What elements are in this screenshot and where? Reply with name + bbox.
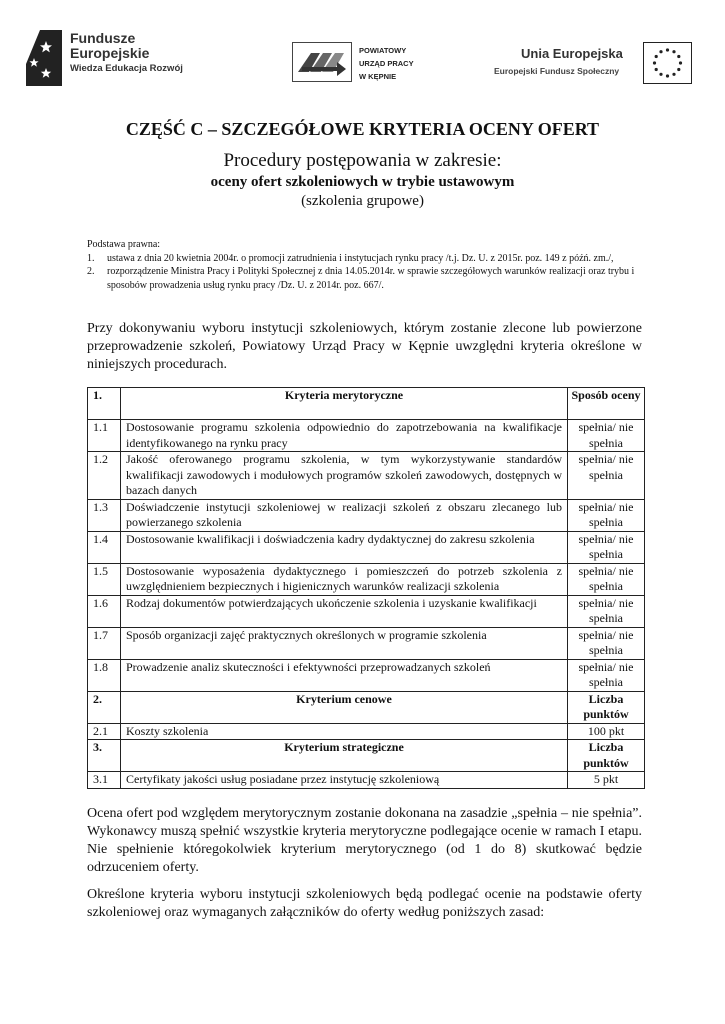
cell-method: 5 pkt <box>568 772 645 789</box>
legal-basis-label: Podstawa prawna: <box>87 239 161 250</box>
table-row <box>88 740 645 772</box>
cell-method: spełnia/ nie spełnia <box>568 563 645 595</box>
table-row <box>88 627 645 659</box>
pup-line2: URZĄD PRACY <box>359 59 414 68</box>
cell-num: 1.1 <box>88 420 121 452</box>
cell-criterion: Dostosowanie programu szkolenia odpowiednio do zapotrzebowania na kwalifikacje identyfikowanego na rynku pracy <box>121 420 568 452</box>
cell-method: spełnia/ nie spełnia <box>568 627 645 659</box>
legal-basis <box>87 238 642 292</box>
cell-method: spełnia/ nie spełnia <box>568 659 645 691</box>
cell-num: 2. <box>88 691 121 723</box>
cell-num: 1.3 <box>88 499 121 531</box>
unia-europejska-logo <box>491 42 691 88</box>
pup-logo <box>292 42 432 84</box>
cell-num: 3.1 <box>88 772 121 789</box>
pup-arrows-icon <box>292 42 352 82</box>
legal-basis-text: ustawa z dnia 20 kwietnia 2004r. o promocji zatrudnienia i instytucjach rynku pracy /t.j. Dz. U. z 2015r. poz. 149 z późń. zm./, <box>107 252 614 264</box>
table-row <box>88 420 645 452</box>
fundusze-text <box>70 31 183 75</box>
legal-basis-text: rozporządzenie Ministra Pracy i Polityki Społecznej z dnia 14.05.2014r. w sprawie szczegółowych warunków realizacji oraz trybu i sposobów prowadzenia usług rynku pracy /Dz. U. z 2014r. poz. 667/. <box>107 266 635 291</box>
criteria-rules-paragraph: Określone kryteria wyboru instytucji szkoleniowych będą podlegać ocenie na podstawie oferty szkoleniowej oraz wymaganych załączników do oferty według poniższych zasad: <box>87 887 642 920</box>
cell-num: 1.4 <box>88 531 121 563</box>
cell-method: Liczba punktów <box>568 740 645 772</box>
cell-method: 100 pkt <box>568 723 645 740</box>
legal-basis-item <box>87 252 642 266</box>
cell-num: 1.5 <box>88 563 121 595</box>
cell-num: 2.1 <box>88 723 121 740</box>
legal-basis-num: 2. <box>87 266 95 277</box>
cell-num: 1.2 <box>88 452 121 500</box>
cell-criterion: Kryterium cenowe <box>121 691 568 723</box>
page-title: CZĘŚĆ C – SZCZEGÓŁOWE KRYTERIA OCENY OFERT <box>125 119 600 139</box>
subtitle-offers: oceny ofert szkoleniowych w trybie ustawowym <box>210 174 515 190</box>
legal-basis-item <box>87 265 642 292</box>
pup-line3: W KĘPNIE <box>359 72 397 81</box>
table-row <box>88 452 645 500</box>
ue-line1: Unia Europejska <box>521 46 623 61</box>
cell-method: spełnia/ nie spełnia <box>568 452 645 500</box>
pup-text <box>359 44 414 83</box>
cell-criterion: Kryterium strategiczne <box>121 740 568 772</box>
table-row <box>88 563 645 595</box>
table-row <box>88 531 645 563</box>
cell-method: spełnia/ nie spełnia <box>568 420 645 452</box>
eu-flag-icon <box>643 42 692 84</box>
cell-num: 1.7 <box>88 627 121 659</box>
subtitle-procedures: Procedury postępowania w zakresie: <box>223 150 502 171</box>
cell-criterion: Rodzaj dokumentów potwierdzających ukończenie szkolenia i uzyskanie kwalifikacji <box>121 595 568 627</box>
table-row <box>88 388 645 420</box>
criteria-table <box>87 387 645 789</box>
fundusze-star-icon <box>26 30 62 86</box>
fe-line1: Fundusze <box>70 30 136 46</box>
cell-criterion: Dostosowanie wyposażenia dydaktycznego i pomieszczeń do potrzeb szkolenia z uwzględnieniem bezpiecznych i higienicznych warunków realizacji szkolenia <box>121 563 568 595</box>
legal-basis-num: 1. <box>87 252 95 264</box>
cell-method: spełnia/ nie spełnia <box>568 499 645 531</box>
intro-paragraph: Przy dokonywaniu wyboru instytucji szkoleniowych, którym zostanie zlecone lub powierzone przeprowadzenie szkoleń, Powiatowy Urząd Pracy w Kępnie uwzględni kryteria określone w niniejszych procedurach. <box>87 321 642 372</box>
cell-criterion: Kryteria merytoryczne <box>121 388 568 420</box>
table-row <box>88 691 645 723</box>
cell-num: 3. <box>88 740 121 772</box>
cell-criterion: Koszty szkolenia <box>121 723 568 740</box>
cell-criterion: Dostosowanie kwalifikacji i doświadczenia kadry dydaktycznej do zakresu szkolenia <box>121 531 568 563</box>
fundusze-europejskie-logo <box>26 30 226 86</box>
table-row <box>88 723 645 740</box>
fe-line2: Europejskie <box>70 45 150 61</box>
cell-method: spełnia/ nie spełnia <box>568 531 645 563</box>
cell-method: Liczba punktów <box>568 691 645 723</box>
evaluation-paragraph: Ocena ofert pod względem merytorycznym zostanie dokonana na zasadzie „spełnia – nie spełnia”. Wykonawcy muszą spełnić wszystkie kryteria merytoryczne podlegające ocenie w ramach I etapu. Nie spełnienie któregokolwiek kryterium merytorycznego (od 1 do 8) skutkować będzie odrzuceniem oferty. <box>87 806 642 875</box>
page-header <box>0 28 725 88</box>
cell-criterion: Jakość oferowanego programu szkolenia, w tym wykorzystywanie standardów kwalifikacji zawodowych i modułowych programów szkoleń zawodowych, dostępnych w bazach danych <box>121 452 568 500</box>
cell-method: Sposób oceny <box>568 388 645 420</box>
fe-line3: Wiedza Edukacja Rozwój <box>70 63 183 74</box>
cell-method: spełnia/ nie spełnia <box>568 595 645 627</box>
table-row <box>88 499 645 531</box>
cell-criterion: Doświadczenie instytucji szkoleniowej w realizacji szkoleń z obszaru zlecanego lub powierzanego szkolenia <box>121 499 568 531</box>
table-row <box>88 659 645 691</box>
pup-line1: POWIATOWY <box>359 46 407 55</box>
cell-num: 1. <box>88 388 121 420</box>
table-row <box>88 595 645 627</box>
subtitle-group: (szkolenia grupowe) <box>301 193 424 209</box>
ue-line2: Europejski Fundusz Społeczny <box>494 66 620 76</box>
cell-criterion: Certyfikaty jakości usług posiadane przez instytucję szkoleniową <box>121 772 568 789</box>
cell-num: 1.8 <box>88 659 121 691</box>
cell-criterion: Prowadzenie analiz skuteczności i efektywności przeprowadzanych szkoleń <box>121 659 568 691</box>
cell-criterion: Sposób organizacji zajęć praktycznych określonych w programie szkolenia <box>121 627 568 659</box>
table-row <box>88 772 645 789</box>
cell-num: 1.6 <box>88 595 121 627</box>
